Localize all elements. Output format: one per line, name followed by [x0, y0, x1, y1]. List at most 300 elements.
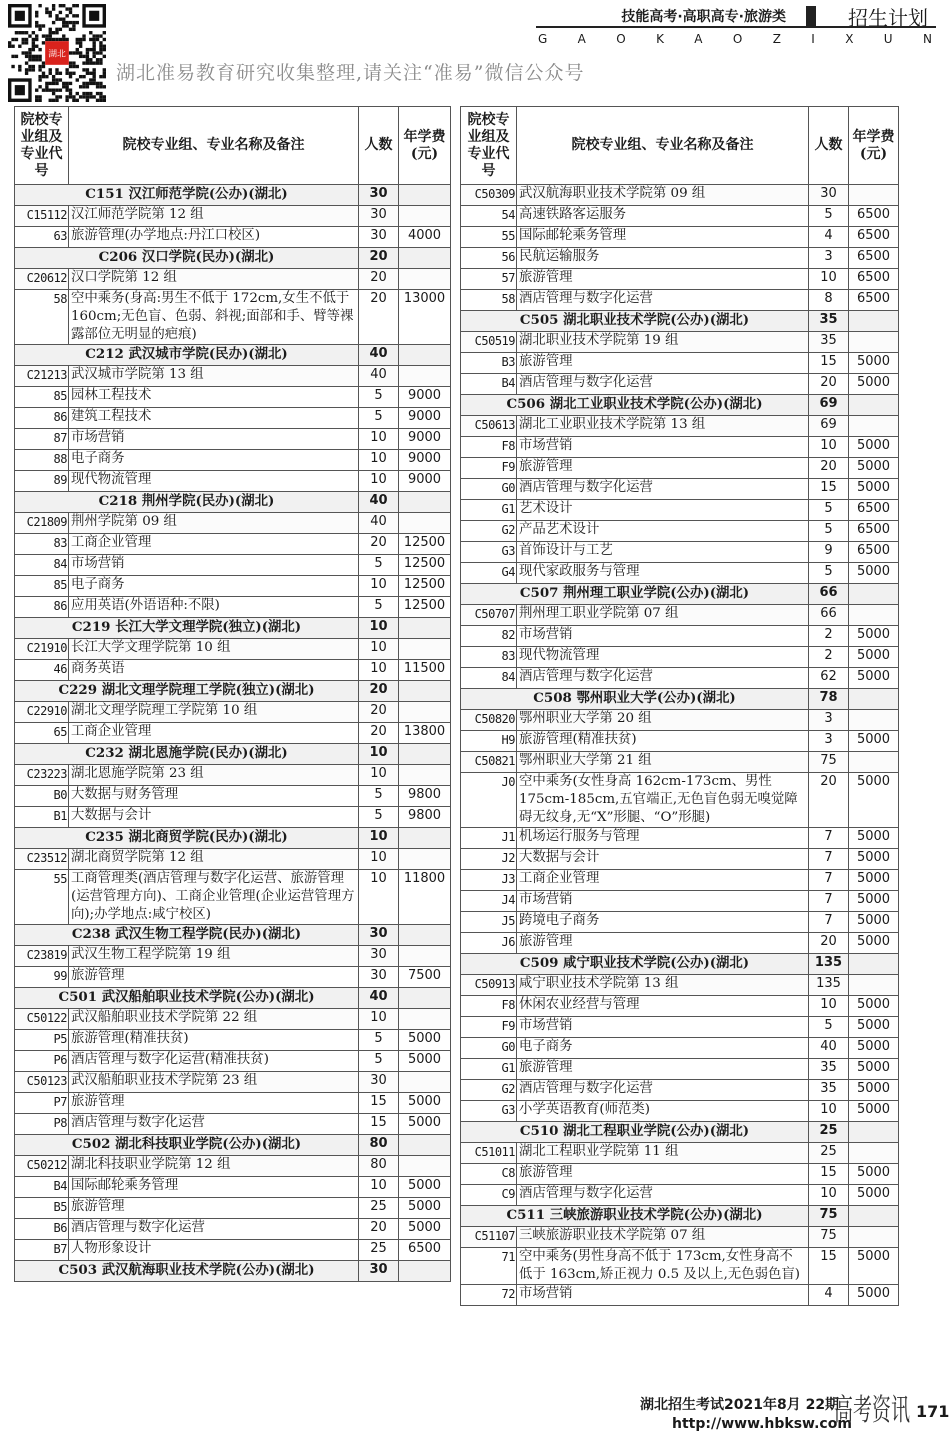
code-cell: B4 [15, 1177, 69, 1198]
major-row [15, 387, 451, 408]
institution-name: C502 湖北科技职业学院(公办)(湖北) [15, 1135, 359, 1156]
major-row [461, 1038, 899, 1059]
count-cell: 10 [809, 996, 849, 1017]
count-cell: 30 [359, 185, 399, 206]
major-name: 酒店管理与数字化运营 [517, 374, 809, 395]
fee-cell: 11800 [399, 870, 451, 925]
code-cell: C23512 [15, 849, 69, 870]
institution-row [15, 744, 451, 765]
count-cell: 35 [809, 1080, 849, 1101]
fee-cell [399, 1009, 451, 1030]
fee-cell [399, 185, 451, 206]
group-row [15, 269, 451, 290]
major-row [461, 1248, 899, 1285]
code-cell: C50309 [461, 185, 517, 206]
count-cell: 40 [359, 513, 399, 534]
pinyin-letter: U [883, 32, 895, 46]
group-row [461, 332, 899, 353]
fee-cell: 5000 [849, 458, 899, 479]
count-cell: 10 [359, 828, 399, 849]
count-cell: 5 [809, 1017, 849, 1038]
major-name: 国际邮轮乘务管理 [69, 1177, 359, 1198]
code-cell: C21910 [15, 639, 69, 660]
major-row [461, 828, 899, 849]
major-name: 建筑工程技术 [69, 408, 359, 429]
fee-cell [399, 765, 451, 786]
major-row [461, 290, 899, 311]
major-row [461, 773, 899, 828]
major-row [15, 1114, 451, 1135]
major-row [15, 1177, 451, 1198]
count-cell: 3 [809, 731, 849, 752]
code-cell: C22910 [15, 702, 69, 723]
pinyin-letter: A [694, 32, 705, 46]
fee-cell: 9000 [399, 429, 451, 450]
fee-cell: 5000 [849, 731, 899, 752]
code-cell: 54 [461, 206, 517, 227]
fee-cell [849, 1122, 899, 1143]
logo-text: 高考资讯 [834, 1393, 910, 1428]
fee-cell [399, 946, 451, 967]
count-cell: 35 [809, 332, 849, 353]
code-cell: F9 [461, 458, 517, 479]
major-row [15, 408, 451, 429]
group-name: 荆州理工职业学院第 07 组 [517, 605, 809, 626]
count-cell: 5 [359, 786, 399, 807]
code-cell: C50613 [461, 416, 517, 437]
major-name: 酒店管理与数字化运营 [517, 479, 809, 500]
institution-row [15, 988, 451, 1009]
major-row [461, 479, 899, 500]
col-code-header: 院校专业组及专业代号 [15, 107, 69, 185]
count-cell: 2 [809, 647, 849, 668]
code-cell: 58 [461, 290, 517, 311]
col-fee-header: 年学费(元) [399, 107, 451, 185]
code-cell: 84 [15, 555, 69, 576]
major-row [461, 891, 899, 912]
fee-cell: 5000 [849, 1017, 899, 1038]
count-cell: 69 [809, 416, 849, 437]
count-cell: 15 [809, 1248, 849, 1285]
count-cell: 135 [809, 975, 849, 996]
fee-cell [399, 849, 451, 870]
major-row [461, 731, 899, 752]
code-cell: B4 [461, 374, 517, 395]
major-name: 旅游管理 [517, 933, 809, 954]
code-cell: 99 [15, 967, 69, 988]
fee-cell [399, 925, 451, 946]
major-name: 园林工程技术 [69, 387, 359, 408]
institution-name: C206 汉口学院(民办)(湖北) [15, 248, 359, 269]
count-cell: 20 [359, 681, 399, 702]
major-name: 旅游管理 [517, 1059, 809, 1080]
code-cell: C21809 [15, 513, 69, 534]
group-name: 汉口学院第 12 组 [69, 269, 359, 290]
major-row [461, 458, 899, 479]
count-cell: 135 [809, 954, 849, 975]
major-name: 市场营销 [517, 437, 809, 458]
code-cell: J2 [461, 849, 517, 870]
count-cell: 25 [359, 1198, 399, 1219]
code-cell: C8 [461, 1164, 517, 1185]
major-name: 电子商务 [517, 1038, 809, 1059]
major-row [15, 967, 451, 988]
institution-row [461, 395, 899, 416]
count-cell: 7 [809, 870, 849, 891]
major-row [461, 542, 899, 563]
fee-cell [849, 311, 899, 332]
fee-cell [849, 1206, 899, 1227]
code-cell: J5 [461, 912, 517, 933]
major-name: 市场营销 [69, 555, 359, 576]
count-cell: 15 [809, 1164, 849, 1185]
major-name: 工商企业管理 [69, 534, 359, 555]
count-cell: 20 [809, 773, 849, 828]
major-name: 酒店管理与数字化运营 [69, 1219, 359, 1240]
major-name: 市场营销 [517, 891, 809, 912]
major-name: 高速铁路客运服务 [517, 206, 809, 227]
fee-cell: 5000 [849, 1101, 899, 1122]
count-cell: 15 [359, 1114, 399, 1135]
count-cell: 20 [809, 458, 849, 479]
notice-text: 湖北准易教育研究收集整理,请关注“准易”微信公众号 [116, 62, 585, 84]
group-name: 武汉船舶职业技术学院第 22 组 [69, 1009, 359, 1030]
major-row [15, 450, 451, 471]
code-cell: 56 [461, 248, 517, 269]
major-row [461, 1185, 899, 1206]
major-name: 国际邮轮乘务管理 [517, 227, 809, 248]
code-cell: G3 [461, 1101, 517, 1122]
code-cell: C15112 [15, 206, 69, 227]
institution-name: C219 长江大学文理学院(独立)(湖北) [15, 618, 359, 639]
count-cell: 10 [359, 618, 399, 639]
major-row [461, 996, 899, 1017]
count-cell: 80 [359, 1135, 399, 1156]
count-cell: 69 [809, 395, 849, 416]
institution-name: C218 荆州学院(民办)(湖北) [15, 492, 359, 513]
group-row [15, 702, 451, 723]
count-cell: 7 [809, 912, 849, 933]
fee-cell: 5000 [849, 479, 899, 500]
institution-name: C506 湖北工业职业技术学院(公办)(湖北) [461, 395, 809, 416]
major-row [461, 374, 899, 395]
major-name: 电子商务 [69, 450, 359, 471]
fee-cell [849, 1227, 899, 1248]
fee-cell [849, 584, 899, 605]
count-cell: 10 [359, 1177, 399, 1198]
code-cell: 89 [15, 471, 69, 492]
group-row [15, 366, 451, 387]
code-cell: G0 [461, 479, 517, 500]
major-row [15, 1219, 451, 1240]
fee-cell: 12500 [399, 555, 451, 576]
fee-cell: 5000 [399, 1177, 451, 1198]
fee-cell: 5000 [849, 1080, 899, 1101]
code-cell: 63 [15, 227, 69, 248]
count-cell: 20 [359, 248, 399, 269]
major-row [15, 1030, 451, 1051]
major-row [15, 471, 451, 492]
col-fee-header: 年学费(元) [849, 107, 899, 185]
group-name: 咸宁职业技术学院第 13 组 [517, 975, 809, 996]
count-cell: 78 [809, 689, 849, 710]
code-cell: B5 [15, 1198, 69, 1219]
pinyin-letter: O [732, 32, 745, 46]
major-row [461, 269, 899, 290]
major-name: 酒店管理与数字化运营 [517, 1080, 809, 1101]
fee-cell [399, 492, 451, 513]
group-row [15, 1156, 451, 1177]
count-cell: 5 [359, 1051, 399, 1072]
fee-cell: 11500 [399, 660, 451, 681]
fee-cell: 6500 [399, 1240, 451, 1261]
institution-name: C501 武汉船舶职业技术学院(公办)(湖北) [15, 988, 359, 1009]
fee-cell [849, 332, 899, 353]
major-name: 旅游管理 [517, 353, 809, 374]
major-name: 商务英语 [69, 660, 359, 681]
fee-cell: 6500 [849, 521, 899, 542]
institution-row [461, 311, 899, 332]
fee-cell: 9000 [399, 408, 451, 429]
group-row [461, 605, 899, 626]
col-count-header: 人数 [809, 107, 849, 185]
fee-cell: 5000 [849, 647, 899, 668]
major-row [461, 1164, 899, 1185]
count-cell: 20 [359, 1219, 399, 1240]
institution-row [15, 185, 451, 206]
group-name: 湖北职业技术学院第 19 组 [517, 332, 809, 353]
code-cell: C50707 [461, 605, 517, 626]
code-cell: G2 [461, 1080, 517, 1101]
fee-cell [399, 744, 451, 765]
code-cell: 86 [15, 408, 69, 429]
website-link[interactable]: http://www.hbksw.com [672, 1416, 852, 1432]
count-cell: 10 [359, 429, 399, 450]
count-cell: 2 [809, 626, 849, 647]
major-row [15, 786, 451, 807]
fee-cell: 9800 [399, 786, 451, 807]
count-cell: 15 [359, 1093, 399, 1114]
code-cell: C23819 [15, 946, 69, 967]
code-cell: 87 [15, 429, 69, 450]
fee-cell: 5000 [849, 1185, 899, 1206]
major-row [15, 576, 451, 597]
count-cell: 4 [809, 227, 849, 248]
qr-badge: 湖北 [48, 49, 66, 60]
major-name: 机场运行服务与管理 [517, 828, 809, 849]
institution-row [15, 1261, 451, 1282]
fee-cell [399, 248, 451, 269]
major-name: 酒店管理与数字化运营 [69, 1114, 359, 1135]
count-cell: 10 [359, 660, 399, 681]
code-cell: J1 [461, 828, 517, 849]
count-cell: 35 [809, 1059, 849, 1080]
header-tags: 技能高考·高职高专·旅游类 [621, 9, 786, 25]
fee-cell: 5000 [849, 374, 899, 395]
group-name: 武汉船舶职业技术学院第 23 组 [69, 1072, 359, 1093]
code-cell: C20612 [15, 269, 69, 290]
count-cell: 75 [809, 1206, 849, 1227]
count-cell: 20 [809, 933, 849, 954]
group-row [461, 710, 899, 731]
col-code-header: 院校专业组及专业代号 [461, 107, 517, 185]
fee-cell: 5000 [849, 563, 899, 584]
group-name: 鄂州职业大学第 20 组 [517, 710, 809, 731]
major-row [15, 429, 451, 450]
major-row [461, 1017, 899, 1038]
major-row [461, 1285, 899, 1306]
fee-cell: 5000 [849, 1164, 899, 1185]
major-name: 市场营销 [517, 626, 809, 647]
count-cell: 15 [809, 479, 849, 500]
count-cell: 5 [359, 555, 399, 576]
fee-cell [399, 1156, 451, 1177]
code-cell: 85 [15, 387, 69, 408]
fee-cell: 7500 [399, 967, 451, 988]
fee-cell [849, 185, 899, 206]
count-cell: 10 [359, 471, 399, 492]
code-cell: J3 [461, 870, 517, 891]
count-cell: 5 [359, 408, 399, 429]
count-cell: 7 [809, 828, 849, 849]
major-name: 旅游管理 [69, 1198, 359, 1219]
major-name: 旅游管理(精准扶贫) [69, 1030, 359, 1051]
institution-row [15, 1135, 451, 1156]
page-header [536, 2, 936, 52]
fee-cell [399, 206, 451, 227]
group-name: 湖北恩施学院第 23 组 [69, 765, 359, 786]
code-cell: 83 [15, 534, 69, 555]
fee-cell [399, 988, 451, 1009]
code-cell: G1 [461, 500, 517, 521]
count-cell: 10 [809, 1185, 849, 1206]
header-pinyin [536, 32, 936, 46]
group-name: 鄂州职业大学第 21 组 [517, 752, 809, 773]
fee-cell: 5000 [849, 1059, 899, 1080]
code-cell: 55 [461, 227, 517, 248]
institution-name: C229 湖北文理学院理工学院(独立)(湖北) [15, 681, 359, 702]
count-cell: 9 [809, 542, 849, 563]
major-name: 跨境电子商务 [517, 912, 809, 933]
institution-row [461, 1206, 899, 1227]
count-cell: 10 [809, 1101, 849, 1122]
major-name: 旅游管理 [69, 1093, 359, 1114]
code-cell: C50820 [461, 710, 517, 731]
institution-row [461, 954, 899, 975]
major-row [461, 870, 899, 891]
institution-name: C212 武汉城市学院(民办)(湖北) [15, 345, 359, 366]
group-name: 武汉生物工程学院第 19 组 [69, 946, 359, 967]
fee-cell [399, 269, 451, 290]
institution-name: C511 三峡旅游职业技术学院(公办)(湖北) [461, 1206, 809, 1227]
count-cell: 20 [359, 702, 399, 723]
institution-name: C505 湖北职业技术学院(公办)(湖北) [461, 311, 809, 332]
major-name: 休闲农业经营与管理 [517, 996, 809, 1017]
major-row [15, 807, 451, 828]
code-cell: J4 [461, 891, 517, 912]
major-row [461, 563, 899, 584]
fee-cell: 9000 [399, 471, 451, 492]
code-cell: 72 [461, 1285, 517, 1306]
fee-cell: 5000 [849, 1285, 899, 1306]
code-cell: G4 [461, 563, 517, 584]
group-name: 武汉航海职业技术学院第 09 组 [517, 185, 809, 206]
admission-table-left [14, 106, 451, 1282]
code-cell: 46 [15, 660, 69, 681]
major-row [461, 227, 899, 248]
count-cell: 30 [359, 227, 399, 248]
code-cell: H9 [461, 731, 517, 752]
fee-cell [849, 710, 899, 731]
code-cell: F9 [461, 1017, 517, 1038]
group-name: 三峡旅游职业技术学院第 07 组 [517, 1227, 809, 1248]
fee-cell: 6500 [849, 227, 899, 248]
code-cell: J0 [461, 773, 517, 828]
count-cell: 30 [809, 185, 849, 206]
code-cell: C50913 [461, 975, 517, 996]
count-cell: 62 [809, 668, 849, 689]
count-cell: 3 [809, 248, 849, 269]
major-name: 旅游管理(精准扶贫) [517, 731, 809, 752]
major-row [461, 1059, 899, 1080]
group-row [15, 946, 451, 967]
fee-cell: 9000 [399, 450, 451, 471]
code-cell: C51011 [461, 1143, 517, 1164]
major-name: 现代物流管理 [517, 647, 809, 668]
code-cell: C9 [461, 1185, 517, 1206]
fee-cell: 13000 [399, 290, 451, 345]
code-cell: C50821 [461, 752, 517, 773]
fee-cell: 5000 [849, 870, 899, 891]
count-cell: 4 [809, 1285, 849, 1306]
count-cell: 20 [359, 290, 399, 345]
fee-cell [399, 366, 451, 387]
fee-cell [399, 681, 451, 702]
count-cell: 66 [809, 605, 849, 626]
fee-cell: 5000 [849, 891, 899, 912]
fee-cell: 5000 [849, 933, 899, 954]
group-name: 湖北文理学院理工学院第 10 组 [69, 702, 359, 723]
code-cell: C21213 [15, 366, 69, 387]
pinyin-letter: N [922, 32, 934, 46]
code-cell: 58 [15, 290, 69, 345]
institution-name: C235 湖北商贸学院(民办)(湖北) [15, 828, 359, 849]
group-name: 武汉城市学院第 13 组 [69, 366, 359, 387]
fee-cell: 5000 [849, 996, 899, 1017]
count-cell: 75 [809, 1227, 849, 1248]
group-row [461, 185, 899, 206]
code-cell: G3 [461, 542, 517, 563]
code-cell: 82 [461, 626, 517, 647]
code-cell: P5 [15, 1030, 69, 1051]
group-row [15, 206, 451, 227]
major-row [15, 1240, 451, 1261]
admission-table-right [460, 106, 899, 1306]
institution-row [15, 492, 451, 513]
major-row [461, 353, 899, 374]
fee-cell: 12500 [399, 597, 451, 618]
major-name: 工商企业管理 [517, 870, 809, 891]
count-cell: 8 [809, 290, 849, 311]
count-cell: 7 [809, 849, 849, 870]
issue-label: 湖北招生考试2021年8月 22期 [640, 1397, 840, 1413]
major-name: 小学英语教育(师范类) [517, 1101, 809, 1122]
major-row [461, 437, 899, 458]
major-name: 酒店管理与数字化运营 [517, 1185, 809, 1206]
pinyin-letter: Z [772, 32, 783, 46]
major-name: 工商企业管理 [69, 723, 359, 744]
code-cell: B1 [15, 807, 69, 828]
